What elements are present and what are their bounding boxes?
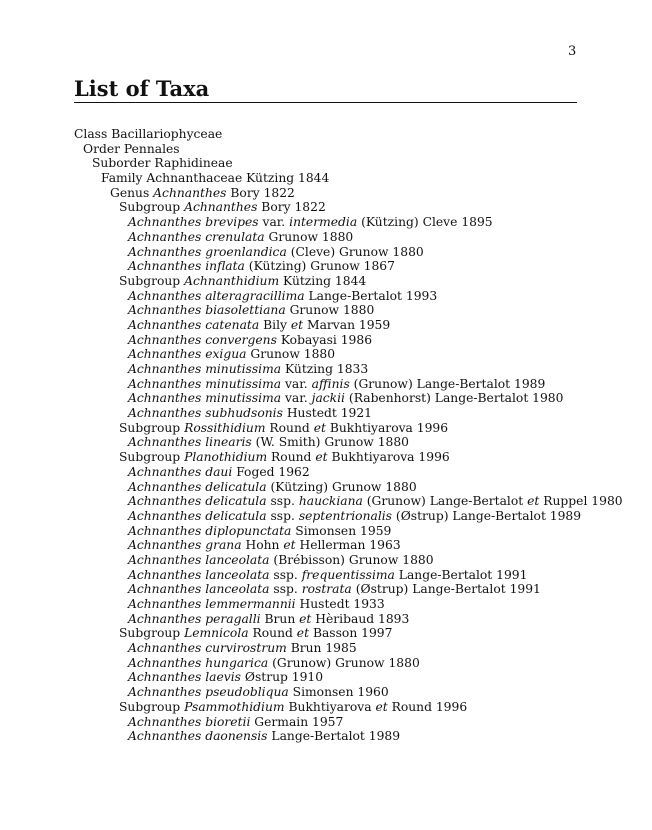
taxon-text: Kützing 1844 [279, 273, 367, 288]
taxon-entry [74, 362, 623, 377]
taxon-name-italic: et [527, 494, 540, 509]
taxon-entry [74, 245, 623, 260]
taxon-name-italic: rostrata [301, 582, 352, 597]
taxon-name-italic: Achnanthes lanceolata [128, 582, 270, 597]
taxon-text: Kützing 1833 [281, 362, 369, 376]
taxon-text: Lange-Bertalot 1989 [267, 729, 401, 744]
taxon-text: Ruppel 1980 [539, 494, 623, 509]
taxon-entry [74, 259, 623, 274]
taxon-text: Subgroup [119, 450, 185, 465]
taxon-name-italic: et [299, 611, 312, 626]
taxon-entry [74, 347, 623, 362]
taxon-text: Round [267, 450, 316, 465]
taxon-text: (Østrup) Lange-Bertalot 1989 [392, 508, 582, 523]
taxon-text: Class Bacillariophyceae [74, 127, 223, 141]
taxon-name-italic: Achnanthes minutissima [128, 376, 282, 391]
taxon-entry [74, 391, 623, 406]
taxon-name-italic: et [375, 699, 388, 714]
taxon-name-italic: Achnanthes alteragracillima [128, 288, 305, 303]
taxon-text: Germain 1957 [250, 714, 344, 729]
taxon-entry [74, 568, 623, 583]
taxon-text: Hohn [241, 538, 284, 553]
taxon-entry [74, 700, 623, 715]
taxon-name-italic: Lemnicola [184, 626, 249, 641]
taxon-name-italic: Achnanthes laevis [128, 670, 241, 685]
taxon-text: Subgroup [119, 273, 185, 288]
taxon-name-italic: et [283, 538, 296, 553]
taxon-text: ssp. [269, 582, 302, 597]
taxon-entry [74, 142, 623, 157]
taxon-name-italic: frequentissima [301, 567, 395, 582]
taxon-name-italic: Achnanthes brevipes [128, 215, 259, 230]
taxon-entry [74, 670, 623, 685]
taxon-name-italic: intermedia [289, 215, 358, 230]
taxon-name-italic: Achnanthes [153, 185, 227, 200]
taxon-entry [74, 186, 623, 201]
taxon-text: Subgroup [119, 200, 185, 215]
taxon-name-italic: Psammothidium [184, 699, 285, 714]
taxon-name-italic: Achnanthes linearis [128, 435, 252, 450]
taxon-text: (Kützing) Grunow 1880 [266, 479, 417, 494]
taxon-name-italic: Achnanthes [184, 200, 258, 215]
taxon-text: (Brébisson) Grunow 1880 [269, 552, 434, 567]
taxon-text: Marvan 1959 [303, 317, 391, 332]
taxon-name-italic: Achnanthes minutissima [128, 391, 282, 406]
taxon-entry [74, 215, 623, 230]
taxon-text: Order Pennales [83, 141, 180, 156]
taxon-name-italic: hauckiana [298, 494, 363, 509]
taxon-text: (Kützing) Grunow 1867 [244, 259, 395, 274]
taxon-name-italic: Achnanthes lanceolata [128, 552, 270, 567]
taxon-name-italic: Rossithidium [184, 420, 266, 435]
taxon-text: Lange-Bertalot 1991 [394, 567, 528, 582]
taxon-name-italic: Achnanthes grana [128, 538, 242, 553]
taxon-entry [74, 656, 623, 671]
taxon-name-italic: Achnanthes convergens [128, 332, 277, 347]
taxon-text: Hustedt 1921 [282, 406, 373, 421]
taxon-text: Subgroup [119, 699, 185, 714]
taxon-entry [74, 626, 623, 641]
taxon-entry [74, 127, 623, 142]
taxon-text: Bukhtiyarova [284, 699, 376, 714]
taxon-name-italic: Planothidium [184, 450, 268, 465]
taxon-entry [74, 582, 623, 597]
taxon-name-italic: Achnanthes biasolettiana [128, 303, 286, 318]
taxon-text: (Grunow) Grunow 1880 [268, 655, 420, 670]
taxon-text: Simonsen 1959 [291, 523, 392, 538]
taxon-text: ssp. [266, 494, 299, 509]
title-rule [74, 102, 577, 103]
taxon-name-italic: Achnanthes curvirostrum [128, 641, 287, 656]
taxon-text: Kobayasi 1986 [276, 332, 373, 347]
taxon-text: Hèribaud 1893 [311, 611, 410, 626]
taxon-name-italic: Achnanthes catenata [128, 317, 260, 332]
taxon-entry [74, 641, 623, 656]
taxon-entry [74, 171, 623, 186]
taxon-entry [74, 274, 623, 289]
taxon-name-italic: Achnanthes peragalli [128, 611, 261, 626]
taxon-text: Subgroup [119, 420, 185, 435]
taxon-entry [74, 480, 623, 495]
taxon-name-italic: Achnanthes diplopunctata [128, 523, 292, 538]
taxon-text: Bory 1822 [257, 200, 326, 215]
taxon-text: Grunow 1880 [285, 303, 375, 318]
taxon-name-italic: Achnanthes crenulata [128, 229, 265, 244]
taxon-text: Bukhtiyarova 1996 [327, 450, 450, 465]
taxon-name-italic: Achnanthes minutissima [128, 362, 282, 376]
taxa-list [74, 127, 623, 744]
taxon-name-italic: Achnanthes exigua [128, 347, 247, 362]
taxon-text: (W. Smith) Grunow 1880 [251, 435, 410, 450]
taxon-text: Lange-Bertalot 1993 [304, 288, 438, 303]
taxon-text: (Grunow) Lange-Bertalot [362, 494, 528, 509]
taxon-entry [74, 289, 623, 304]
taxon-text: (Kützing) Cleve 1895 [357, 215, 493, 230]
taxon-name-italic: Achnanthes pseudobliqua [128, 685, 289, 700]
taxon-text: Bory 1822 [226, 185, 295, 200]
taxon-text: Grunow 1880 [246, 347, 336, 362]
taxon-text: Foged 1962 [232, 464, 310, 479]
taxon-text: Family Achnanthaceae Kützing 1844 [101, 171, 330, 186]
taxon-text: Round 1996 [387, 699, 468, 714]
taxon-entry [74, 303, 623, 318]
taxon-text: var. [281, 376, 312, 391]
taxon-text: var. [258, 215, 290, 230]
taxon-entry [74, 524, 623, 539]
taxon-name-italic: affinis [311, 376, 350, 391]
taxon-text: Subgroup [119, 626, 185, 641]
taxon-name-italic: jackii [311, 391, 345, 406]
taxon-entry [74, 450, 623, 465]
taxon-name-italic: et [313, 420, 326, 435]
taxon-name-italic: septentrionalis [298, 508, 392, 523]
taxon-entry [74, 553, 623, 568]
taxon-entry [74, 318, 623, 333]
taxon-name-italic: Achnanthes groenlandica [128, 244, 287, 259]
taxon-name-italic: Achnanthes subhudsonis [128, 406, 283, 421]
taxon-name-italic: Achnanthes hungarica [128, 655, 269, 670]
taxon-text: (Cleve) Grunow 1880 [286, 244, 424, 259]
taxon-text: Brun 1985 [286, 641, 357, 656]
taxon-text: Basson 1997 [309, 626, 393, 641]
taxon-text: var. [281, 391, 312, 406]
taxon-name-italic: et [315, 450, 328, 465]
taxon-entry [74, 333, 623, 348]
taxon-entry [74, 465, 623, 480]
taxon-text: Brun [260, 611, 300, 626]
page-title: List of Taxa [74, 76, 210, 101]
taxon-entry [74, 230, 623, 245]
taxon-text: (Rabenhorst) Lange-Bertalot 1980 [344, 391, 564, 406]
taxon-name-italic: Achnanthes inflata [128, 259, 245, 274]
taxon-name-italic: Achnanthes delicatula [128, 479, 267, 494]
taxon-entry [74, 421, 623, 436]
taxon-text: (Grunow) Lange-Bertalot 1989 [349, 376, 546, 391]
taxon-entry [74, 377, 623, 392]
taxon-text: Bily [259, 317, 291, 332]
taxon-text: Simonsen 1960 [288, 685, 389, 700]
taxon-name-italic: Achnanthes bioretii [128, 714, 251, 729]
taxon-entry [74, 156, 623, 171]
taxon-text: Bukhtiyarova 1996 [325, 420, 449, 435]
taxon-entry [74, 612, 623, 627]
taxon-name-italic: et [290, 317, 304, 332]
taxon-name-italic: Achnanthes lemmermannii [128, 597, 296, 611]
taxon-text: ssp. [266, 508, 299, 523]
taxon-name-italic: Achnanthes delicatula [128, 508, 267, 523]
taxon-name-italic: Achnanthes lanceolata [128, 567, 270, 582]
taxon-name-italic: Achnanthidium [184, 273, 280, 288]
taxon-text: Suborder Raphidineae [92, 156, 233, 171]
taxon-text: Round [265, 420, 314, 435]
taxon-name-italic: Achnanthes daonensis [128, 729, 268, 744]
taxon-text: Hustedt 1933 [295, 597, 385, 611]
taxon-entry [74, 538, 623, 553]
taxon-text: Hellerman 1963 [295, 538, 401, 553]
taxon-entry [74, 435, 623, 450]
taxon-text: Round [248, 626, 297, 641]
taxon-entry [74, 200, 623, 215]
taxon-text: Østrup 1910 [240, 670, 324, 685]
taxon-entry [74, 406, 623, 421]
taxon-text: (Østrup) Lange-Bertalot 1991 [351, 582, 541, 597]
taxon-entry [74, 597, 623, 612]
taxon-text: ssp. [269, 567, 302, 582]
taxon-entry [74, 715, 623, 730]
taxon-entry [74, 494, 623, 509]
taxon-entry [74, 509, 623, 524]
page-number: 3 [568, 44, 577, 59]
taxon-name-italic: Achnanthes delicatula [128, 494, 267, 509]
taxon-text: Grunow 1880 [264, 229, 354, 244]
taxon-entry [74, 685, 623, 700]
taxon-name-italic: Achnanthes daui [128, 464, 233, 479]
taxon-name-italic: et [296, 626, 310, 641]
taxon-entry [74, 729, 623, 744]
taxon-text: Genus [110, 185, 154, 200]
